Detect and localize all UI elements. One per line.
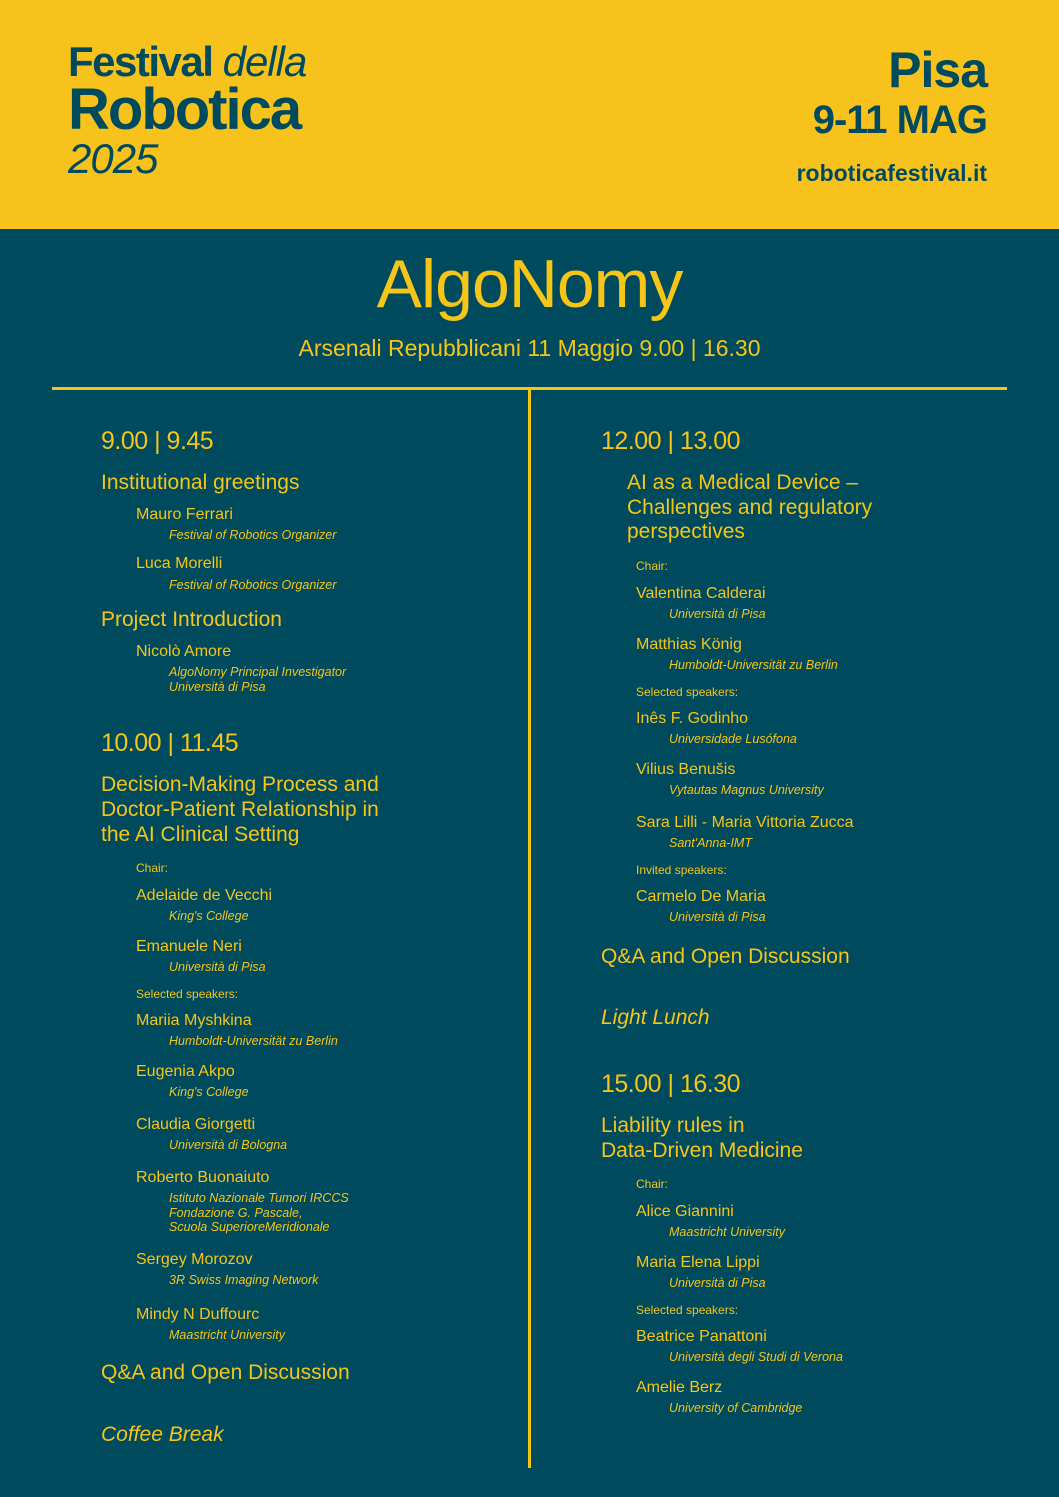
logo-festival: Festival xyxy=(68,38,213,85)
header-banner xyxy=(0,0,1059,229)
speaker-name: Beatrice Panattoni xyxy=(636,1328,767,1345)
speaker-name: Luca Morelli xyxy=(136,555,223,572)
selected-speakers-label: Selected speakers: xyxy=(636,1303,739,1317)
speaker-affiliation: Università di Pisa xyxy=(669,1276,766,1290)
speaker-name: Eugenia Akpo xyxy=(136,1063,235,1080)
speaker-name: Mauro Ferrari xyxy=(136,506,233,523)
selected-speakers-label: Selected speakers: xyxy=(136,987,239,1001)
speaker-name: Nicolò Amore xyxy=(136,643,232,660)
session-title: AI as a Medical Device – xyxy=(627,471,859,494)
speaker-affiliation: Scuola SuperioreMeridionale xyxy=(169,1220,330,1234)
speaker-name: Adelaide de Vecchi xyxy=(136,887,273,904)
speaker-affiliation: Universidade Lusófona xyxy=(669,732,797,746)
session-title: perspectives xyxy=(627,520,745,543)
speaker-affiliation: AlgoNomy Principal Investigator xyxy=(169,665,347,679)
city: Pisa xyxy=(888,42,987,98)
speaker-affiliation: Vytautas Magnus University xyxy=(669,783,824,797)
speaker-affiliation: King's College xyxy=(169,909,249,923)
speaker-name: Matthias König xyxy=(636,636,742,653)
speaker-affiliation: Festival of Robotics Organizer xyxy=(169,578,337,592)
chair-label: Chair: xyxy=(636,1177,669,1191)
festival-logo xyxy=(68,40,306,182)
speaker-name: Valentina Calderai xyxy=(636,585,766,602)
session-title: Data-Driven Medicine xyxy=(601,1139,803,1162)
speaker-affiliation: Humboldt-Universität zu Berlin xyxy=(669,658,838,672)
speaker-name: Emanuele Neri xyxy=(136,938,242,955)
speaker-name: Sara Lilli - Maria Vittoria Zucca xyxy=(636,814,854,831)
event-subtitle: Arsenali Repubblicani 11 Maggio 9.00 | 16.30 xyxy=(298,335,761,361)
speaker-name: Inês F. Godinho xyxy=(636,710,749,727)
speaker-name: Carmelo De Maria xyxy=(636,888,766,905)
column-divider xyxy=(528,390,531,1468)
speaker-name: Mindy N Duffourc xyxy=(136,1306,260,1323)
session-time: 12.00 | 13.00 xyxy=(601,427,741,455)
qa-session: Q&A and Open Discussion xyxy=(601,945,850,968)
chair-label: Chair: xyxy=(136,861,169,875)
light-lunch: Light Lunch xyxy=(601,1006,710,1029)
logo-robotica: Robotica xyxy=(68,77,301,142)
speaker-name: Vilius Benušis xyxy=(636,761,736,778)
speaker-affiliation: Maastricht University xyxy=(169,1328,285,1342)
speaker-affiliation: 3R Swiss Imaging Network xyxy=(169,1273,319,1287)
qa-session: Q&A and Open Discussion xyxy=(101,1361,350,1384)
session-time: 10.00 | 11.45 xyxy=(101,729,239,757)
event-location-block xyxy=(797,42,987,187)
speaker-affiliation: Fondazione G. Pascale, xyxy=(169,1206,303,1220)
speaker-affiliation: Humboldt-Universität zu Berlin xyxy=(169,1034,338,1048)
speaker-affiliation: Università di Pisa xyxy=(169,680,266,694)
chair-label: Chair: xyxy=(636,559,669,573)
speaker-name: Roberto Buonaiuto xyxy=(136,1169,270,1186)
speaker-name: Claudia Giorgetti xyxy=(136,1116,256,1133)
speaker-name: Amelie Berz xyxy=(636,1379,723,1396)
logo-year: 2025 xyxy=(68,135,158,182)
speaker-affiliation: Maastricht University xyxy=(669,1225,785,1239)
session-time: 15.00 | 16.30 xyxy=(601,1070,741,1098)
speaker-affiliation: Festival of Robotics Organizer xyxy=(169,528,337,542)
coffee-break: Coffee Break xyxy=(101,1423,224,1446)
festival-dates: 9-11 MAG xyxy=(812,98,987,142)
speaker-affiliation: Università di Bologna xyxy=(169,1138,288,1152)
speaker-name: Sergey Morozov xyxy=(136,1251,253,1268)
session-title: Institutional greetings xyxy=(101,471,300,494)
speaker-affiliation: Istituto Nazionale Tumori IRCCS xyxy=(169,1191,349,1205)
session-title: Challenges and regulatory xyxy=(627,496,873,519)
session-title: Doctor-Patient Relationship in xyxy=(101,798,379,821)
speaker-affiliation: Università degli Studi di Verona xyxy=(669,1350,843,1364)
speaker-name: Maria Elena Lippi xyxy=(636,1254,760,1271)
speaker-affiliation: King's College xyxy=(169,1085,249,1099)
website-link[interactable]: roboticafestival.it xyxy=(796,160,987,186)
speaker-affiliation: University of Cambridge xyxy=(669,1401,803,1415)
speaker-affiliation: Università di Pisa xyxy=(169,960,266,974)
session-title: Decision-Making Process and xyxy=(101,773,379,796)
session-title: Liability rules in xyxy=(601,1114,745,1137)
speaker-name: Alice Giannini xyxy=(636,1203,734,1220)
speaker-name: Mariia Myshkina xyxy=(136,1012,252,1029)
speaker-affiliation: Università di Pisa xyxy=(669,910,766,924)
event-title: AlgoNomy xyxy=(376,246,683,322)
speaker-affiliation: Università di Pisa xyxy=(669,607,766,621)
session-title: Project Introduction xyxy=(101,608,282,631)
invited-speakers-label: Invited speakers: xyxy=(636,863,727,877)
speaker-affiliation: Sant'Anna-IMT xyxy=(669,836,752,850)
selected-speakers-label: Selected speakers: xyxy=(636,685,739,699)
session-title: the AI Clinical Setting xyxy=(101,823,300,846)
logo-della: della xyxy=(222,38,307,85)
session-time: 9.00 | 9.45 xyxy=(101,427,214,455)
